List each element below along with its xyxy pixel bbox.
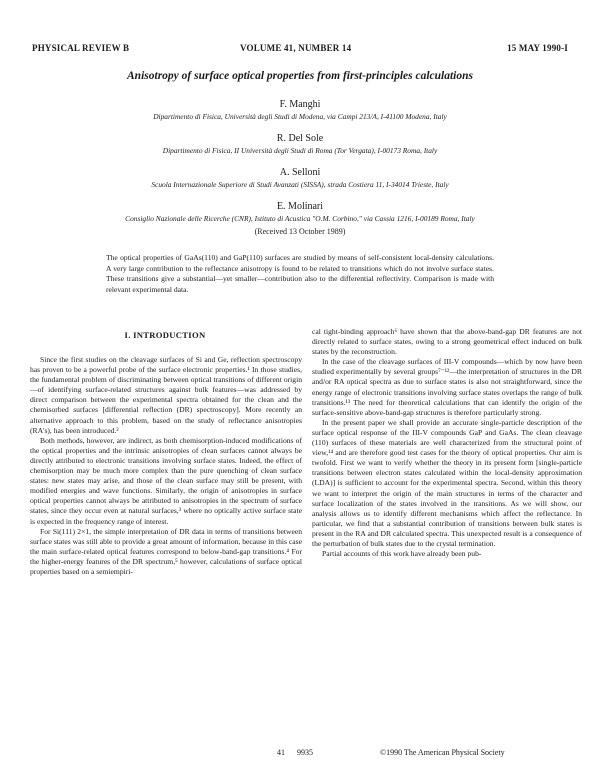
- author-name: A. Selloni: [279, 167, 321, 178]
- paragraph: In the case of the cleavage surfaces of III-V compounds—which by now have been studied experimentally by several groups⁷⁻¹²—the interpretation of structures in the DR and/or RA optical spectra as due to surface states is also not straightforward, since the energy range of electronic transitions involving surface states overlaps the range of bulk transitions.¹³ The need for theoretical calculations that can identify the origin of the surface-sensitive above-band-gap structures is therefore particularly strong.: [312, 357, 582, 417]
- received-date: (Received 13 October 1989): [254, 227, 346, 236]
- paragraph: Partial accounts of this work have already been pub-: [322, 549, 482, 559]
- author-affiliation: Dipartimento di Fisica, Università degli Studi di Modena, via Campi 213/A, I-41100 Modena, Italy: [153, 112, 447, 121]
- paragraph: Since the first studies on the cleavage surfaces of Si and Ge, reflection spectroscopy has proven to be a powerful probe of the surface electronic properties.¹ In those studies, the fundamental problem of discriminating between optical transitions of different origin—of identifying surface-related structures against bulk features—was addressed by direct comparison between the experimental spectra obtained for the clean and the chemisorbed surfaces [differential reflection (DR) spectroscopy]. More recently an alternative approach to this problem, based on the study of reflectance anisotropies (RA's), has been introduced.²: [30, 355, 302, 435]
- paragraph: For Si(111) 2×1, the simple interpretation of DR data in terms of transitions between surface states was still able to provide a great amount of information, because in this case the main surface-related optical features correspond to below-band-gap transitions.⁴ For the higher-energy features of the DR spectrum,⁵ however, calculations of surface optical properties based on a semiempiri-: [30, 526, 302, 576]
- footer-volume-page: [277, 748, 313, 757]
- paragraph: Both methods, however, are indirect, as both chemisorption-induced modifications of the optical properties and the intrinsic anisotropies of clean surfaces cannot always be directly attributed to electronic transitions involving surface states. Indeed, the effect of chemisorption may be much more complex than the pure quenching of clean surface states: new states may arise, and those of the clean surface may still be present, with modified energies and wave functions. Similarly, the origin of anisotropies in surface optical properties cannot always be attributed to anisotropies in the spectrum of surface states, since they occur even at natural surfaces,³ where no optically active surface state is expected in the frequency range of interest.: [30, 435, 302, 526]
- author-name: F. Manghi: [279, 99, 321, 110]
- running-header: [32, 43, 568, 57]
- copyright-notice: ©1990 The American Physical Society: [380, 748, 505, 757]
- right-column: [312, 327, 582, 559]
- paragraph: In the present paper we shall provide an accurate single-particle description of the surface optical response of the III-V compounds GaP and GaAs. The clean cleavage (110) surfaces of these materials are well characterized from the structural point of view,¹⁴ and are therefore good test cases for the theory of optical properties. Our aim is twofold. First we want to verify whether the theory in its present form [single-particle transitions between electron states calculated within the local-density approximation (LDA)] is sufficient to account for the experimental spectra. Second, within this theory we want to interpret the origin of the main structures in terms of the character and surface localization of the states involved in the transitions. As we will show, our analysis allows us to identify different mechanisms which affect the reflectance. In particular, we find that a substantial contribution of transitions between bulk states is present in the RA and DR calculated spectra. This unexpected result is a consequence of the perturbation of bulk states due to the crystal termination.: [312, 417, 582, 548]
- issue-date: 15 MAY 1990-I: [507, 43, 568, 53]
- author-affiliation: Consiglio Nazionale delle Ricerche (CNR), Istituto di Acustica "O.M. Corbino," via Cassia 1216, I-00189 Roma, Italy: [125, 214, 475, 223]
- journal-name: PHYSICAL REVIEW B: [32, 43, 130, 53]
- author-name: E. Molinari: [276, 201, 324, 212]
- volume-number: VOLUME 41, NUMBER 14: [240, 43, 352, 53]
- paragraph: cal tight-binding approach⁶ have shown that the above-band-gap DR features are not directly related to surface states, owing to a strong geometrical effect induced on bulk states by the reconstruction.: [312, 327, 582, 357]
- paper-title: Anisotropy of surface optical properties from first-principles calculations: [127, 70, 473, 82]
- footer-page-number: 9935: [297, 748, 313, 757]
- footer-volume: 41: [277, 748, 285, 757]
- author-affiliation: Scuola Internazionale Superiore di Studi Avanzati (SISSA), strada Costiera 11, I-34014 Trieste, Italy: [151, 180, 449, 189]
- author-affiliation: Dipartimento di Fisica, II Università degli Studi di Roma (Tor Vergata), I-00173 Roma, Italy: [162, 146, 438, 155]
- abstract: The optical properties of GaAs(110) and GaP(110) surfaces are studied by means of self-consistent local-density calculations. A very large contribution to the reflectance anisotropy is found to be related to transitions which do not involve surface states. These transitions give a substantial—yet smaller—contribution also to the differential reflectivity. Comparison is made with relevant experimental data.: [106, 253, 494, 294]
- section-heading: I. INTRODUCTION: [124, 330, 206, 340]
- page-footer: [0, 748, 600, 760]
- left-column: [30, 355, 302, 577]
- author-name: R. Del Sole: [276, 133, 324, 144]
